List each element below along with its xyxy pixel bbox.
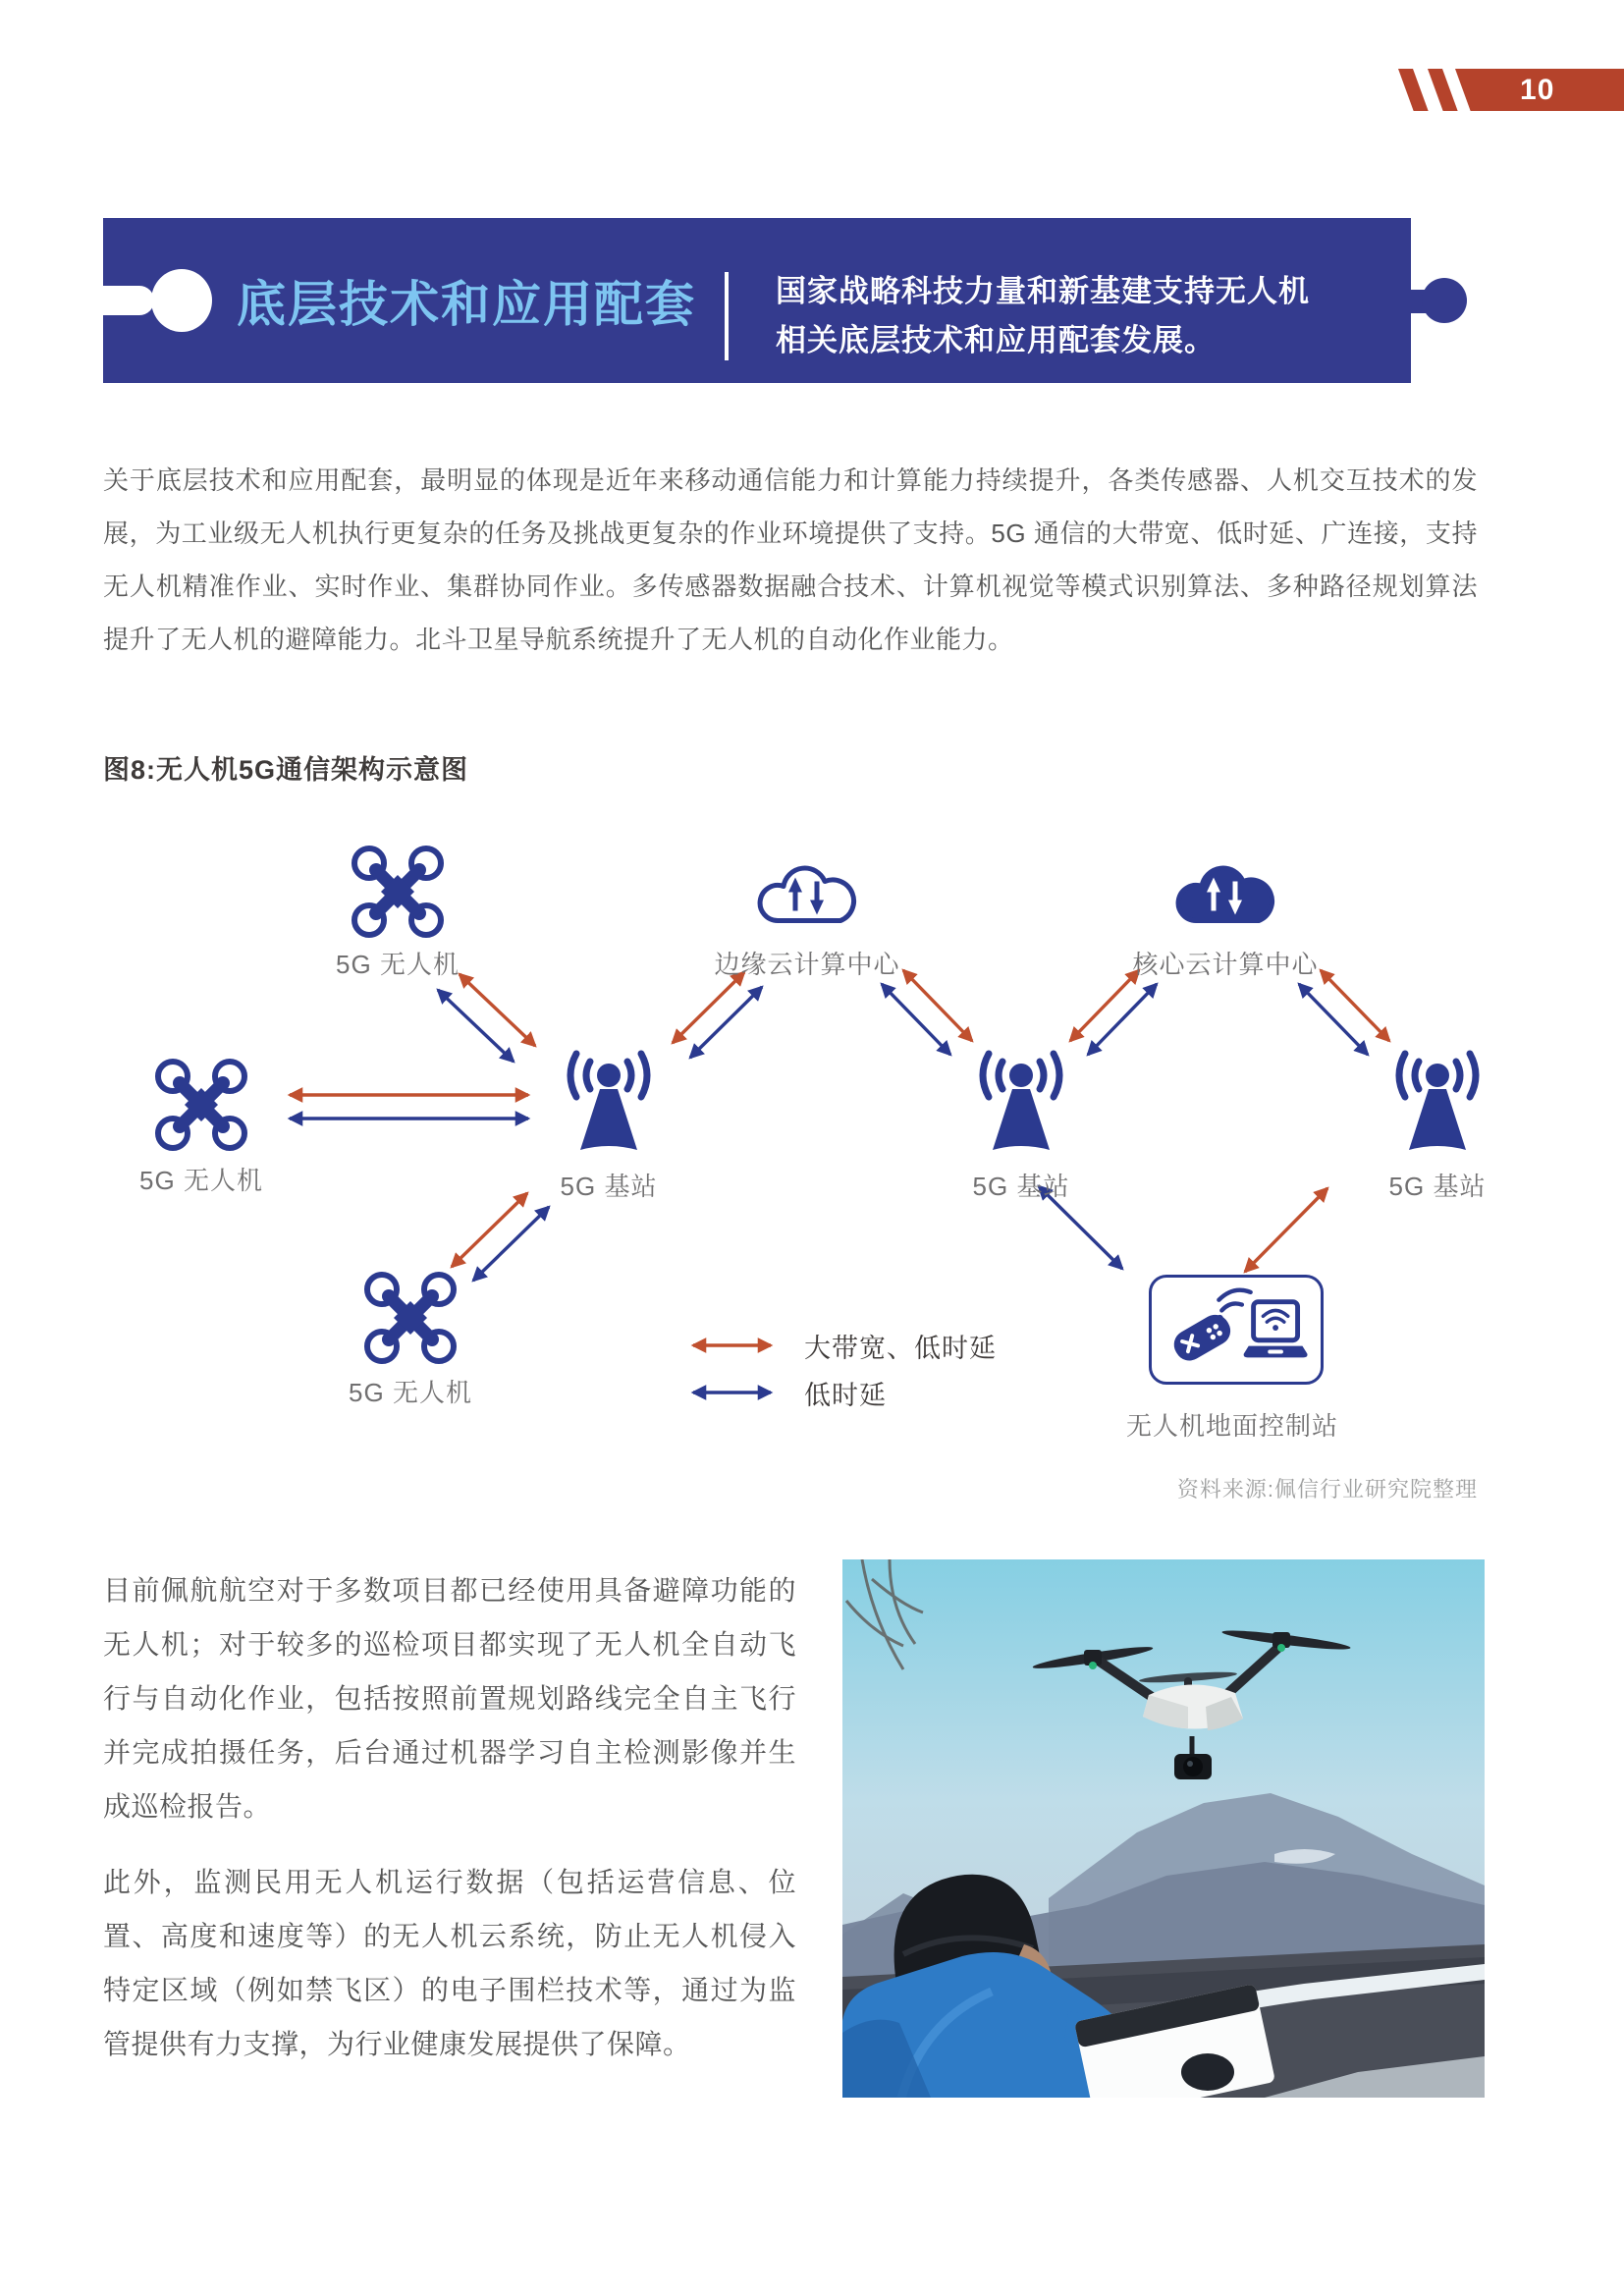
legend-label: 大带宽、低时延 (804, 1333, 997, 1363)
node-label-bs2: 5G 基站 (972, 1172, 1070, 1201)
figure-source: 资料来源:佩信行业研究院整理 (1176, 1477, 1478, 1502)
drone-operator-photo (842, 1559, 1485, 2098)
page-number: 10 (1519, 73, 1555, 106)
page-number-bar (1455, 69, 1624, 111)
page-number-badge (1394, 69, 1624, 111)
figure-caption: 图8:无人机5G通信架构示意图 (103, 755, 469, 785)
node-label-drone-bottom: 5G 无人机 (349, 1378, 472, 1407)
base-station-icon (1374, 1046, 1501, 1159)
drone-icon (152, 1056, 250, 1154)
banner-title: 底层技术和应用配套 (237, 277, 696, 332)
legend-item-low-latency (685, 1378, 887, 1410)
drone-icon (361, 1269, 460, 1367)
badge-stripe-icon (1398, 69, 1429, 111)
legend-blue-arrow-icon (685, 1383, 779, 1402)
node-label-core-cloud: 核心云计算中心 (1132, 950, 1319, 979)
drone-icon (349, 843, 447, 941)
intro-paragraph: 关于底层技术和应用配套，最明显的体现是近年来移动通信能力和计算能力持续提升，各类传感器、人机交互技术的发展，为工业级无人机执行更复杂的任务及挑战更复杂的作业环境提供了支持。5G 通信的大带宽、低时延、广连接，支持无人机精准作业、实时作业、集群协同作业。多传感器数据融合技术、计算机视觉等模式识别算法、多种路径规划算法提升了无人机的避障能力。北斗卫星导航系统提升了无人机的自动化作业能力。 (103, 465, 1478, 654)
base-station-icon (957, 1046, 1085, 1159)
banner-divider (725, 272, 729, 360)
base-station-icon (545, 1046, 673, 1159)
badge-stripe-icon (1428, 69, 1458, 111)
legend-item-broadband (685, 1331, 997, 1363)
drone-photo-illustration (842, 1559, 1485, 2098)
body-paragraph-1: 目前佩航航空对于多数项目都已经使用具备避障功能的无人机；对于较多的巡检项目都实现了无人机全自动飞行与自动化作业，包括按照前置规划路线完全自主飞行并完成拍摄任务，后台通过机器学习自主检测影像并生成巡检报告。 (103, 1575, 796, 1822)
legend-red-arrow-icon (685, 1336, 779, 1355)
banner-subtitle-line2: 相关底层技术和应用配套发展。 (776, 323, 1216, 357)
puzzle-knob-icon (1422, 278, 1467, 323)
puzzle-notch-circle-icon (151, 269, 212, 332)
puzzle-notch-icon (103, 286, 154, 315)
node-label-drone-left: 5G 无人机 (139, 1166, 263, 1195)
legend-label: 低时延 (804, 1380, 887, 1410)
figure-diagram (0, 825, 1624, 1512)
node-label-bs3: 5G 基站 (1388, 1172, 1487, 1201)
ground-control-box (1149, 1275, 1324, 1385)
banner-rect (103, 218, 1411, 383)
bottom-text-column (103, 1563, 796, 2093)
node-label-bs1: 5G 基站 (560, 1172, 658, 1201)
node-label-drone-top: 5G 无人机 (336, 950, 460, 979)
edge-cloud-icon (748, 850, 866, 937)
node-label-ground-station: 无人机地面控制站 (1125, 1411, 1338, 1441)
banner-subtitle-line1: 国家战略科技力量和新基建支持无人机 (776, 274, 1310, 308)
node-label-edge-cloud: 边缘云计算中心 (714, 950, 900, 979)
banner-subtitle (776, 267, 1310, 365)
core-cloud-icon (1166, 850, 1284, 937)
ground-control-icon (1163, 1286, 1310, 1373)
body-paragraph-2: 此外，监测民用无人机运行数据（包括运营信息、位置、高度和速度等）的无人机云系统，防止无人机侵入特定区域（例如禁飞区）的电子围栏技术等，通过为监管提供有力支撑，为行业健康发展提供了保障。 (103, 1867, 796, 2059)
